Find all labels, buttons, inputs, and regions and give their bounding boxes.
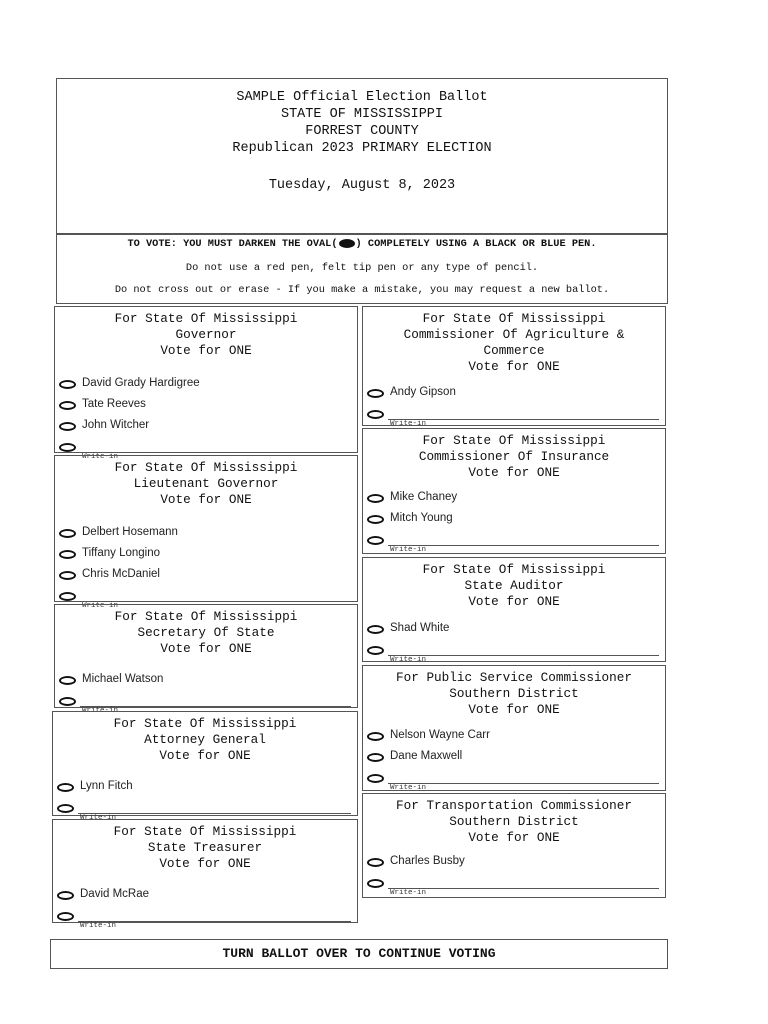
election-date: Tuesday, August 8, 2023 [268, 178, 456, 193]
vote-oval-icon[interactable] [59, 697, 76, 706]
candidate-name: John Witcher [82, 419, 150, 431]
candidate-row[interactable] [363, 385, 665, 403]
vote-oval-icon[interactable] [59, 422, 76, 431]
write-in-label: Write-in [82, 453, 119, 461]
write-in-line[interactable] [78, 813, 351, 814]
write-in-row[interactable] [55, 693, 357, 715]
candidate-name: Shad White [390, 622, 450, 634]
race-title-line: Commissioner Of Insurance [418, 449, 610, 464]
race-title-line: For Transportation Commissioner [395, 798, 633, 813]
candidate-name: Lynn Fitch [80, 780, 133, 792]
race-title-line: State Treasurer [147, 840, 263, 855]
write-in-line[interactable] [388, 655, 659, 656]
write-in-line[interactable] [78, 921, 351, 922]
write-in-row[interactable] [363, 642, 665, 664]
candidate-name: Dane Maxwell [390, 750, 463, 762]
write-in-line[interactable] [388, 419, 659, 420]
candidate-row[interactable] [363, 490, 665, 508]
candidate-row[interactable] [55, 376, 357, 394]
vote-instruction: Vote for ONE [159, 856, 251, 871]
write-in-label: Write-in [390, 656, 427, 664]
race-title-line: Governor [175, 327, 237, 342]
vote-oval-icon[interactable] [367, 494, 384, 503]
vote-instruction: Vote for ONE [468, 359, 560, 374]
vote-oval-icon[interactable] [59, 571, 76, 580]
candidate-row[interactable] [363, 728, 665, 746]
candidate-row[interactable] [55, 525, 357, 543]
county-name: FORREST COUNTY [305, 124, 419, 139]
write-in-line[interactable] [388, 888, 659, 889]
write-in-label: Write-in [82, 707, 119, 715]
write-in-label: Write-in [390, 889, 427, 897]
vote-oval-icon[interactable] [367, 858, 384, 867]
candidate-row[interactable] [363, 749, 665, 767]
vote-oval-icon[interactable] [57, 912, 74, 921]
vote-oval-icon[interactable] [57, 891, 74, 900]
candidate-name: Mitch Young [390, 512, 453, 524]
race-title-line: For State Of Mississippi [114, 609, 298, 624]
vote-oval-icon[interactable] [59, 592, 76, 601]
vote-oval-icon[interactable] [367, 774, 384, 783]
vote-oval-icon[interactable] [59, 443, 76, 452]
race-governor [54, 306, 358, 461]
write-in-line[interactable] [80, 706, 351, 707]
write-in-label: Write-in [80, 814, 117, 822]
ballot-header [56, 78, 668, 234]
race-title-line: Attorney General [144, 732, 266, 747]
race-title-line: For Public Service Commissioner [395, 670, 633, 685]
candidate-name: Andy Gipson [390, 386, 456, 398]
race-title-line: For State Of Mississippi [422, 433, 606, 448]
race-title-line: For State Of Mississippi [114, 460, 298, 475]
candidate-row[interactable] [55, 418, 357, 436]
candidate-row[interactable] [53, 779, 357, 797]
write-in-row[interactable] [363, 770, 665, 792]
candidate-name: Michael Watson [82, 673, 164, 685]
race-title-line: Commerce [483, 343, 545, 358]
write-in-line[interactable] [388, 783, 659, 784]
candidate-name: Chris McDaniel [82, 568, 160, 580]
candidate-row[interactable] [55, 672, 357, 690]
write-in-row[interactable] [363, 875, 665, 897]
state-name: STATE OF MISSISSIPPI [280, 107, 444, 122]
candidate-name: Nelson Wayne Carr [390, 729, 490, 741]
race-attorney-general [52, 711, 358, 822]
vote-oval-icon[interactable] [367, 515, 384, 524]
filled-oval-icon [339, 239, 355, 248]
instruction-text: ) COMPLETELY USING A BLACK OR BLUE PEN. [355, 238, 597, 250]
candidate-row[interactable] [363, 854, 665, 872]
ballot-title: SAMPLE Official Election Ballot [236, 90, 488, 105]
write-in-label: Write-in [80, 922, 117, 930]
vote-oval-icon[interactable] [367, 625, 384, 634]
candidate-name: David Grady Hardigree [82, 377, 200, 389]
write-in-row[interactable] [53, 800, 357, 822]
candidate-row[interactable] [363, 621, 665, 639]
race-public-service-commissioner [362, 665, 666, 791]
race-title-line: Southern District [449, 686, 579, 701]
candidate-name: Mike Chaney [390, 491, 458, 503]
vote-oval-icon[interactable] [367, 753, 384, 762]
candidate-name: Delbert Hosemann [82, 526, 178, 538]
vote-oval-icon[interactable] [59, 401, 76, 410]
vote-oval-icon[interactable] [57, 783, 74, 792]
instruction-text: TO VOTE: YOU MUST DARKEN THE OVAL( [127, 238, 338, 250]
race-state-auditor [362, 557, 666, 662]
race-title-line: For State Of Mississippi [113, 824, 297, 839]
vote-oval-icon[interactable] [367, 410, 384, 419]
vote-oval-icon[interactable] [57, 804, 74, 813]
instruction-line-1 [57, 238, 667, 250]
vote-instruction: Vote for ONE [468, 830, 560, 845]
instruction-line-3: Do not cross out or erase - If you make a mistake, you may request a new ballot. [114, 284, 610, 296]
write-in-label: Write-in [390, 420, 427, 428]
vote-oval-icon[interactable] [367, 536, 384, 545]
vote-instruction: Vote for ONE [160, 492, 252, 507]
vote-oval-icon[interactable] [367, 646, 384, 655]
race-title-line: State Auditor [464, 578, 564, 593]
race-commissioner-insurance [362, 428, 666, 554]
write-in-label: Write-in [82, 602, 119, 610]
vote-oval-icon[interactable] [59, 529, 76, 538]
race-title-line: Lieutenant Governor [133, 476, 279, 491]
race-title-line: For State Of Mississippi [114, 311, 298, 326]
candidate-name: Tiffany Longino [82, 547, 161, 559]
race-transportation-commissioner [362, 793, 666, 898]
vote-instruction: Vote for ONE [468, 465, 560, 480]
candidate-name: Tate Reeves [82, 398, 146, 410]
vote-oval-icon[interactable] [59, 380, 76, 389]
write-in-row[interactable] [53, 908, 357, 930]
race-title-line: Commissioner Of Agriculture & [403, 327, 625, 342]
race-lieutenant-governor [54, 455, 358, 610]
candidate-row[interactable] [363, 511, 665, 529]
write-in-line[interactable] [80, 601, 351, 602]
write-in-row[interactable] [363, 532, 665, 554]
candidate-name: David McRae [80, 888, 150, 900]
vote-instruction: Vote for ONE [468, 702, 560, 717]
vote-instruction: Vote for ONE [468, 594, 560, 609]
vote-oval-icon[interactable] [59, 550, 76, 559]
write-in-line[interactable] [388, 545, 659, 546]
vote-oval-icon[interactable] [367, 732, 384, 741]
race-secretary-of-state [54, 604, 358, 715]
vote-instruction: Vote for ONE [160, 641, 252, 656]
race-commissioner-agriculture [362, 306, 666, 426]
race-title-line: For State Of Mississippi [422, 562, 606, 577]
write-in-line[interactable] [80, 452, 351, 453]
candidate-name: Charles Busby [390, 855, 465, 867]
write-in-label: Write-in [390, 784, 427, 792]
race-state-treasurer [52, 819, 358, 930]
write-in-row[interactable] [363, 406, 665, 428]
election-name: Republican 2023 PRIMARY ELECTION [232, 141, 492, 156]
candidate-row[interactable] [53, 887, 357, 905]
vote-oval-icon[interactable] [59, 676, 76, 685]
candidate-row[interactable] [55, 397, 357, 415]
candidate-row[interactable] [55, 567, 357, 585]
race-title-line: Southern District [449, 814, 579, 829]
write-in-label: Write-in [390, 546, 427, 554]
voting-instructions [56, 234, 668, 304]
instruction-line-2: Do not use a red pen, felt tip pen or any type of pencil. [185, 262, 539, 274]
turn-over-notice: TURN BALLOT OVER TO CONTINUE VOTING [50, 939, 668, 969]
race-title-line: Secretary Of State [137, 625, 275, 640]
vote-oval-icon[interactable] [367, 879, 384, 888]
vote-instruction: Vote for ONE [159, 748, 251, 763]
race-title-line: For State Of Mississippi [113, 716, 297, 731]
vote-oval-icon[interactable] [367, 389, 384, 398]
race-title-line: For State Of Mississippi [422, 311, 606, 326]
vote-instruction: Vote for ONE [160, 343, 252, 358]
candidate-row[interactable] [55, 546, 357, 564]
